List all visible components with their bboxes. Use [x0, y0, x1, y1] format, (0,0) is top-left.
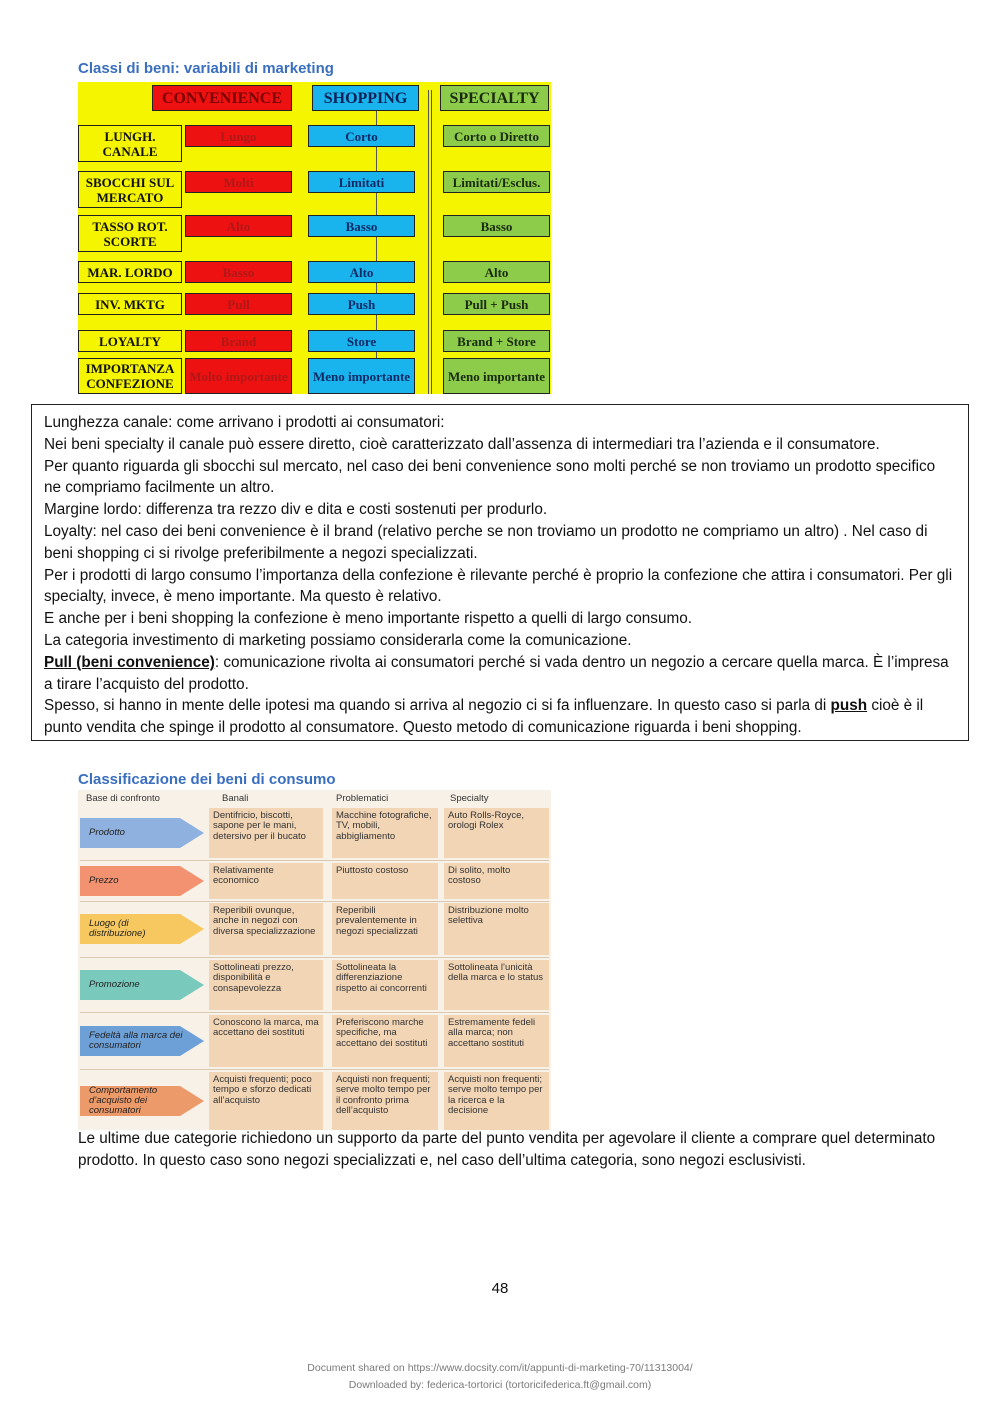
col-header-base: Base di confronto — [86, 793, 160, 804]
note-paragraph: Per quanto riguarda gli sbocchi sul mercato, nel caso dei beni convenience sono molti perché se non troviamo un prodotto specifico ne compriamo facilmente un altro. — [44, 457, 936, 497]
table-cell: Alto — [308, 261, 415, 283]
row-label: LOYALTY — [78, 330, 182, 352]
push-term: push — [830, 697, 868, 715]
classification-cell: Piuttosto costoso — [332, 863, 438, 899]
footer-shared-line: Document shared on https://www.docsity.com/it/appunti-di-marketing-70/11313004/ — [307, 1362, 693, 1374]
category-arrow — [80, 914, 204, 944]
category-label: Fedeltà alla marca dei consumatori — [89, 1030, 183, 1051]
note-paragraph: Per i prodotti di largo consumo l’importanza della confezione è rilevante perché è proprio la confezione che attira i consumatori. Per gli specialty, invece, è meno importante. Ma questo è relativo. — [44, 566, 953, 606]
category-arrow — [80, 970, 204, 1000]
col-header-problematici: Problematici — [336, 793, 389, 804]
table-cell: Basso — [185, 261, 292, 283]
row-divider — [80, 957, 549, 958]
row-divider — [80, 860, 549, 861]
notes-box — [31, 404, 969, 741]
classification-cell: Conoscono la marca, ma accettano dei sostituti — [209, 1015, 323, 1067]
classification-cell: Estremamente fedeli alla marca; non accettano sostituti — [444, 1015, 549, 1067]
table-cell: Alto — [185, 215, 292, 237]
table-cell: Lungo — [185, 125, 292, 147]
table-cell: Meno importante — [443, 358, 550, 394]
classification-cell: Acquisti non frequenti; serve molto tempo per il confronto prima dell’acquisto — [332, 1072, 438, 1130]
note-paragraph: Lunghezza canale: come arrivano i prodotti ai consumatori: — [44, 414, 445, 431]
table-cell: Limitati/Esclus. — [443, 171, 550, 193]
classification-cell: Sottolineati prezzo, disponibilità e consapevolezza — [209, 960, 323, 1010]
category-label: Promozione — [89, 979, 140, 990]
classification-cell: Reperibili prevalentemente in negozi specializzati — [332, 903, 438, 955]
table-cell: Molto importante — [185, 358, 292, 394]
note-paragraph — [44, 695, 956, 739]
category-label: Prodotto — [89, 827, 125, 838]
classification-cell: Preferiscono marche specifiche, ma accettano dei sostituti — [332, 1015, 438, 1067]
classification-cell: Macchine fotografiche, TV, mobili, abbigliamento — [332, 808, 438, 858]
col-header-banali: Banali — [222, 793, 249, 804]
row-divider — [80, 1012, 549, 1013]
header-convenience: CONVENIENCE — [152, 85, 292, 111]
row-divider — [80, 901, 549, 902]
row-label: TASSO ROT. SCORTE — [78, 215, 182, 252]
table-cell: Limitati — [308, 171, 415, 193]
classification-cell: Reperibili ovunque, anche in negozi con diversa specializzazione — [209, 903, 323, 955]
footer-downloaded-line: Downloaded by: federica-tortorici (tortoricifederica.ft@gmail.com) — [348, 1379, 652, 1391]
table-cell: Alto — [443, 261, 550, 283]
pull-term: Pull (beni convenience) — [44, 653, 215, 671]
table-cell: Meno importante — [308, 358, 415, 394]
note-paragraph: Margine lordo: differenza tra rezzo div e dita e costi sostenuti per produrlo. — [44, 501, 548, 519]
row-label: IMPORTANZA CONFEZIONE — [78, 358, 182, 394]
header-specialty: SPECIALTY — [440, 85, 549, 111]
table-cell: Basso — [443, 215, 550, 237]
pull-definition: : comunicazione rivolta ai consumatori perché si vada dentro un negozio a cercare quella marca. È l’impresa a tirare l’acquisto del prodotto. — [44, 653, 949, 693]
push-definition: cioè è il punto vendita che spinge il prodotto al consumatore. Questo metodo di comunicazione riguarda i beni shopping. — [44, 697, 924, 737]
table-cell: Corto o Diretto — [443, 125, 550, 147]
classification-cell: Auto Rolls-Royce, orologi Rolex — [444, 808, 549, 858]
category-label: Prezzo — [89, 875, 119, 886]
classification-cell: Distribuzione molto selettiva — [444, 903, 549, 955]
table-cell: Pull + Push — [443, 293, 550, 315]
header-shopping: SHOPPING — [312, 85, 419, 111]
category-label: Comportamento d’acquisto dei consumatori — [89, 1085, 158, 1116]
note-paragraph: La categoria investimento di marketing possiamo considerarla come la comunicazione. — [44, 631, 632, 649]
category-arrow — [80, 866, 204, 896]
table-cell: Basso — [308, 215, 415, 237]
table-cell: Store — [308, 330, 415, 352]
col-header-specialty: Specialty — [450, 793, 489, 804]
classification-cell: Acquisti non frequenti; serve molto tempo per la ricerca e la decisione — [444, 1072, 549, 1130]
classification-cell: Acquisti frequenti; poco tempo e sforzo dedicati all’acquisto — [209, 1072, 323, 1130]
category-arrow — [80, 1026, 204, 1056]
note-paragraph: Loyalty: nel caso dei beni convenience è il brand (relativo perche se non troviamo un prodotto ne compriamo un altro) . Nel caso di beni shopping ci si rivolge preferibilmente a negozi specializzati. — [44, 522, 928, 562]
category-arrow — [80, 818, 204, 848]
classification-cell: Sottolineata la differenziazione rispetto ai concorrenti — [332, 960, 438, 1010]
row-label: LUNGH. CANALE — [78, 125, 182, 162]
row-label: MAR. LORDO — [78, 261, 182, 283]
table-cell: Brand — [185, 330, 292, 352]
push-intro: Spesso, si hanno in mente delle ipotesi ma quando si arriva al negozio ci si fa influenzare. In questo caso si parla di — [44, 697, 831, 715]
category-label: Luogo (di distribuzione) — [89, 918, 146, 939]
note-paragraph: E anche per i beni shopping la confezione è meno importante rispetto a quelli di largo consumo. — [44, 610, 692, 628]
table-cell: Molti — [185, 171, 292, 193]
marketing-variables-table — [78, 82, 551, 394]
table-cell: Brand + Store — [443, 330, 550, 352]
classification-cell: Sottolineata l’unicità della marca e lo status — [444, 960, 549, 1010]
category-arrow — [80, 1086, 204, 1116]
note-paragraph — [44, 652, 956, 696]
page-number: 48 — [491, 1280, 509, 1297]
row-divider — [80, 1069, 549, 1070]
classification-figure — [78, 790, 551, 1130]
classification-cell: Di solito, molto costoso — [444, 863, 549, 899]
table-cell: Pull — [185, 293, 292, 315]
heading-classification: Classificazione dei beni di consumo — [78, 771, 336, 788]
row-label: INV. MKTG — [78, 293, 182, 315]
classification-cell: Dentifricio, biscotti, sapone per le mani, detersivo per il bucato — [209, 808, 323, 858]
closing-paragraph: Le ultime due categorie richiedono un supporto da parte del punto vendita per agevolare il cliente a comprare quel determinato prodotto. In questo caso sono negozi specializzati e, nel caso dell’ultima categoria, sono negozi esclusivisti. — [78, 1130, 936, 1169]
heading-marketing-variables: Classi di beni: variabili di marketing — [78, 60, 334, 77]
table-cell: Corto — [308, 125, 415, 147]
note-paragraph: Nei beni specialty il canale può essere diretto, cioè caratterizzato dall’assenza di intermediari tra l’azienda e il consumatore. — [44, 435, 880, 453]
row-label: SBOCCHI SUL MERCATO — [78, 171, 182, 208]
classification-cell: Relativamente economico — [209, 863, 323, 899]
table-cell: Push — [308, 293, 415, 315]
